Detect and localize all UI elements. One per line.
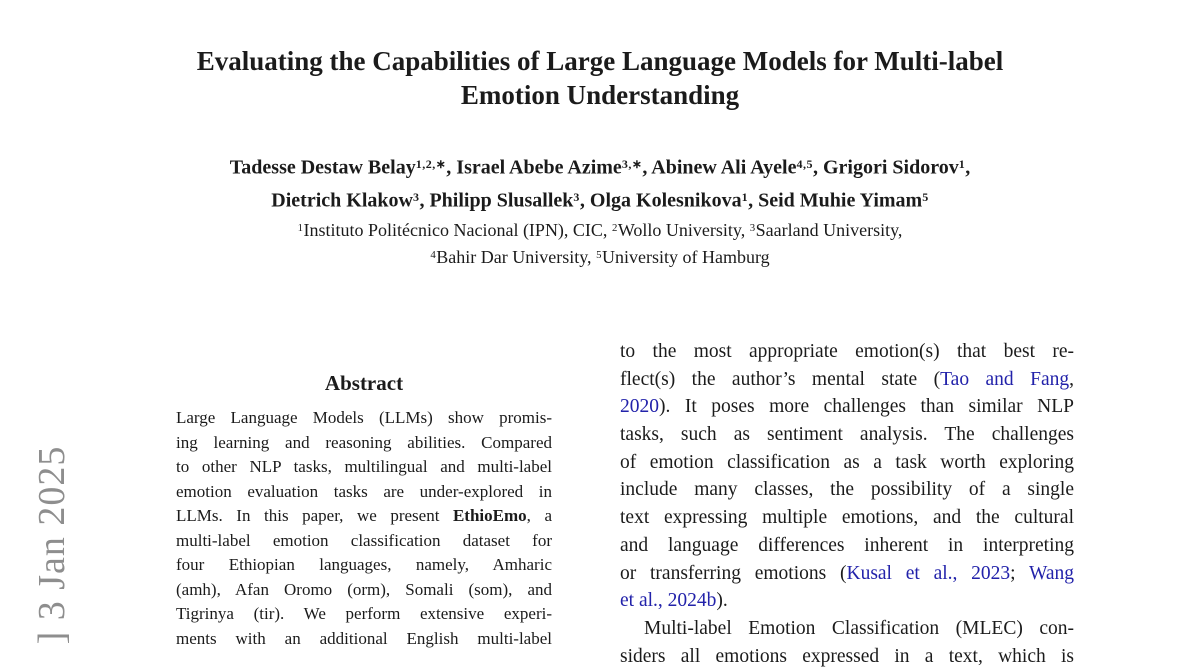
text-line (0, 215, 1200, 242)
text-segment: (amh), Afan Oromo (orm), Somali (som), and (176, 579, 552, 599)
text-segment: ). It poses more challenges than similar NLP (659, 396, 1074, 418)
text-segment: to the most appropriate emotion(s) that best re- (620, 341, 1074, 362)
citation-link[interactable]: et al., 2024b (620, 590, 717, 612)
text-line (620, 643, 1074, 670)
superscript-marker: 1 (958, 157, 966, 171)
arxiv-watermark: ] 3 Jan 2025 (31, 445, 73, 645)
text-segment: Saarland University, (755, 219, 903, 240)
text-line (176, 455, 552, 480)
text-segment: emotion evaluation tasks are under-explored in (176, 481, 552, 501)
text-segment: siders all emotions expressed in a text, which is (620, 645, 1074, 667)
text-segment: , (965, 156, 971, 179)
text-segment: , Seid Muhie Yimam (748, 189, 923, 212)
superscript-marker: 3,∗ (621, 157, 643, 171)
text-segment: tasks, such as sentiment analysis. The challenges (620, 424, 1074, 446)
citation-link[interactable]: 2020 (620, 396, 659, 418)
affiliation-list (0, 215, 1200, 269)
text-segment: Wollo University, (617, 219, 750, 240)
text-segment: Large Language Models (LLMs) show promis- (176, 408, 552, 427)
superscript-marker: 4,5 (796, 157, 813, 171)
text-segment: , (1069, 368, 1074, 390)
text-segment: flect(s) the author’s mental state ( (620, 368, 941, 390)
superscript-marker: 4 (430, 249, 437, 261)
text-segment: Evaluating the Capabilities of Large Language Models for Multi-label (196, 46, 1004, 76)
superscript-marker: 5 (922, 190, 929, 204)
text-line (620, 449, 1074, 477)
text-line (0, 148, 1200, 181)
text-line (620, 560, 1074, 588)
text-segment: Emotion Understanding (460, 80, 740, 110)
superscript-marker: 1,2,∗ (415, 157, 447, 171)
superscript-marker: 3 (412, 190, 420, 204)
text-segment: , Philipp Slusallek (419, 189, 574, 212)
superscript-marker: 5 (596, 249, 602, 261)
text-segment: EthioEmo (452, 506, 527, 525)
text-segment: or transferring emotions ( (620, 562, 847, 584)
author-list (0, 148, 1200, 214)
text-segment: University of Hamburg (601, 246, 770, 267)
text-segment: ments with an additional English multi-label (176, 628, 552, 648)
text-line (620, 338, 1074, 366)
text-line (620, 587, 1074, 615)
text-segment: and language differences inherent in interpreting (620, 534, 1074, 556)
superscript-marker: 3 (749, 222, 756, 234)
text-segment: to other NLP tasks, multilingual and multi-label (176, 457, 552, 476)
citation-link[interactable]: Tao and Fang (940, 368, 1070, 390)
superscript-marker: 3 (573, 190, 580, 204)
abstract-text (176, 406, 552, 651)
text-segment: multi-label emotion classification dataset for (176, 530, 552, 550)
abstract-heading: Abstract (324, 371, 404, 395)
citation-link[interactable]: Wang (1029, 562, 1074, 584)
superscript-marker: 1 (297, 222, 304, 234)
text-segment: ). (716, 590, 728, 612)
text-segment: , Abinew Ali Ayele (642, 156, 797, 179)
text-line (0, 181, 1200, 214)
citation-link[interactable]: Kusal et al., 2023 (846, 562, 1011, 584)
text-line (176, 431, 552, 456)
superscript-marker: 2 (611, 222, 618, 234)
text-segment: Dietrich Klakow (271, 189, 413, 212)
text-line (176, 504, 552, 529)
text-segment: Tadesse Destaw Belay (229, 156, 416, 179)
text-line (176, 602, 552, 627)
paper-title (0, 44, 1200, 112)
text-segment: , Grigori Sidorov (812, 156, 959, 179)
superscript-marker: 1 (741, 190, 749, 204)
text-segment: , a (526, 506, 552, 525)
text-line (620, 532, 1074, 560)
text-segment: ing learning and reasoning abilities. Compared (176, 432, 552, 452)
text-line (0, 78, 1200, 112)
text-segment: text expressing multiple emotions, and the cultural (620, 507, 1074, 529)
text-segment: Multi-label Emotion Classification (MLEC) con- (644, 617, 1074, 639)
text-line (620, 615, 1074, 643)
text-line (0, 44, 1200, 78)
text-line (176, 553, 552, 578)
text-line (176, 406, 552, 431)
text-segment: Tigrinya (tir). We perform extensive experi- (176, 604, 552, 623)
text-segment: , Olga Kolesnikova (579, 189, 742, 212)
text-segment: include many classes, the possibility of a single (620, 479, 1074, 501)
text-segment: of emotion classification as a task worth exploring (620, 451, 1074, 473)
text-segment: ; (1010, 562, 1029, 584)
text-line (620, 421, 1074, 449)
text-line (176, 480, 552, 505)
text-segment: four Ethiopian languages, namely, Amharic (176, 555, 552, 574)
text-line (176, 578, 552, 603)
introduction-text (620, 338, 1074, 670)
text-line (620, 393, 1074, 421)
text-line (176, 627, 552, 652)
text-segment: LLMs. In this paper, we present (176, 506, 453, 525)
text-segment: , Israel Abebe Azime (446, 156, 622, 179)
text-segment: Instituto Politécnico Nacional (IPN), CIC, (303, 219, 612, 240)
text-line (620, 366, 1074, 394)
text-line (0, 242, 1200, 269)
text-line (620, 476, 1074, 504)
text-segment: Bahir Dar University, (436, 246, 597, 267)
text-line (620, 504, 1074, 532)
text-line (176, 529, 552, 554)
